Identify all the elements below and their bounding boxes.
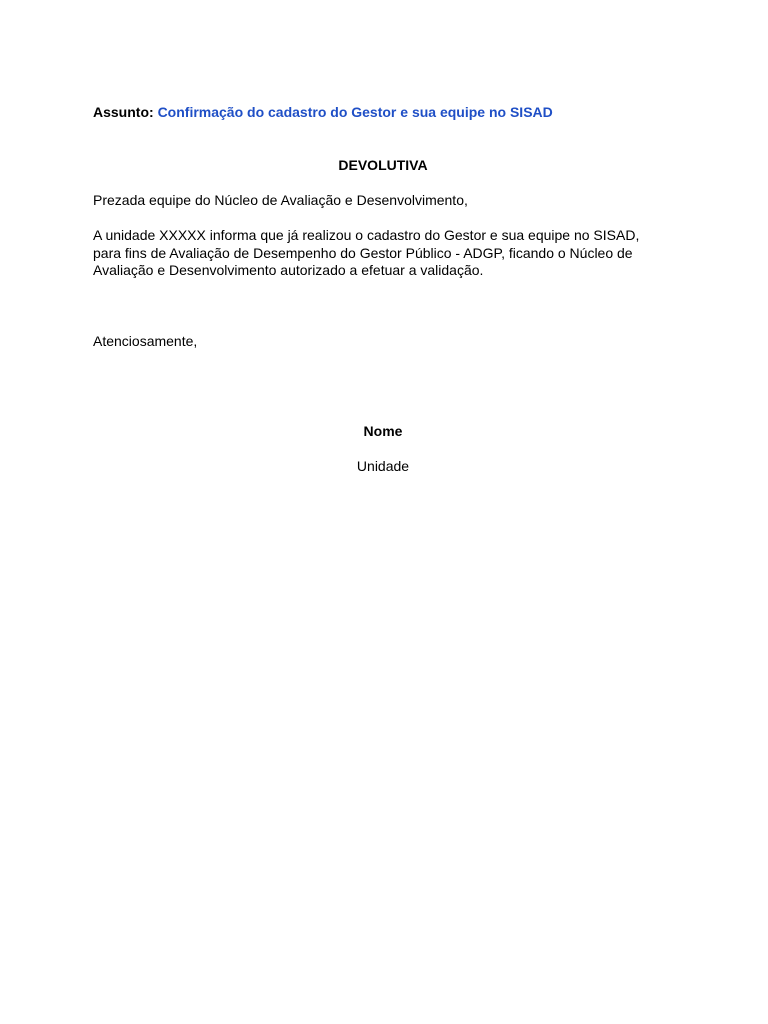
document-title: DEVOLUTIVA [338, 157, 428, 173]
subject-line [93, 103, 553, 121]
body-line: A unidade XXXXX informa que já realizou o cadastro do Gestor e sua equipe no SISAD, [93, 227, 640, 243]
closing: Atenciosamente, [93, 333, 198, 349]
greeting: Prezada equipe do Núcleo de Avaliação e Desenvolvimento, [93, 192, 468, 208]
subject-text: Confirmação do cadastro do Gestor e sua equipe no SISAD [157, 104, 553, 120]
subject-label: Assunto: [93, 104, 154, 120]
signature-unit: Unidade [356, 458, 410, 474]
body-line: para fins de Avaliação de Desempenho do Gestor Público - ADGP, ficando o Núcleo de [93, 244, 633, 261]
signature-name: Nome [363, 423, 403, 439]
body-line: Avaliação e Desenvolvimento autorizado a efetuar a validação. [93, 262, 484, 278]
body-paragraph [93, 227, 673, 280]
